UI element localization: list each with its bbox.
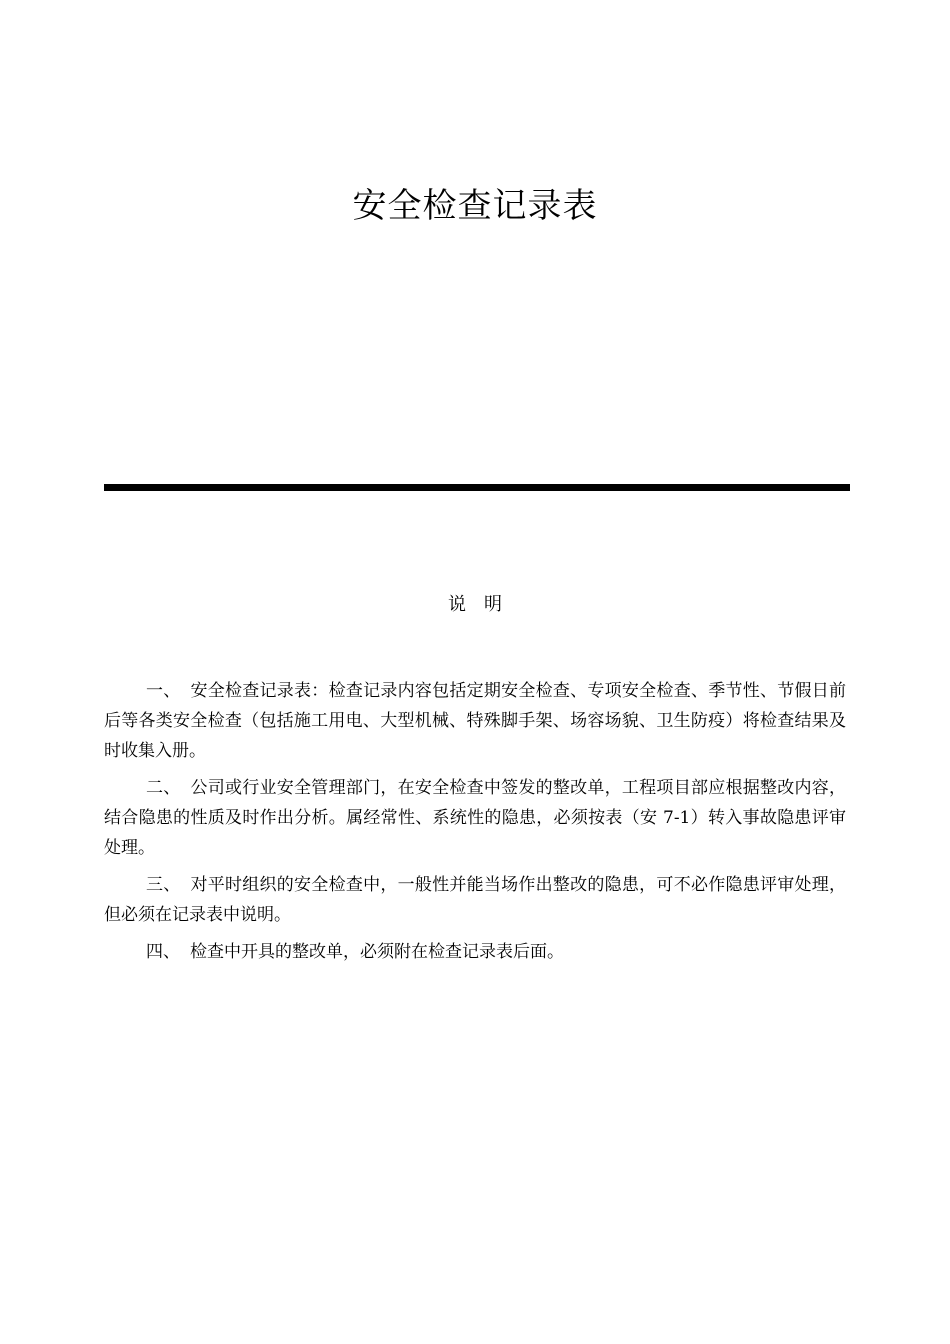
note-number: 三、 xyxy=(146,875,181,895)
note-text: 对平时组织的安全检查中，一般性并能当场作出整改的隐患，可不必作隐患评审处理，但必须在记录表中说明。 xyxy=(104,875,847,925)
note-text: 检查中开具的整改单，必须附在检查记录表后面。 xyxy=(190,942,564,962)
note-text: 公司或行业安全管理部门，在安全检查中签发的整改单，工程项目部应根据整改内容，结合隐患的性质及时作出分析。属经常性、系统性的隐患，必须按表（安 7-1）转入事故隐患评审处理。 xyxy=(104,778,847,858)
page-title: 安全检查记录表 xyxy=(352,186,598,226)
note-number: 二、 xyxy=(146,778,181,798)
note-item xyxy=(104,676,846,766)
note-number: 一、 xyxy=(146,681,181,701)
note-number: 四、 xyxy=(146,942,180,962)
notes-list xyxy=(104,676,846,974)
note-item xyxy=(104,870,846,930)
note-item xyxy=(104,937,846,967)
explanation-heading: 说明 xyxy=(448,594,520,615)
title-divider xyxy=(104,484,850,491)
note-text: 安全检查记录表：检查记录内容包括定期安全检查、专项安全检查、季节性、节假日前后等各类安全检查（包括施工用电、大型机械、特殊脚手架、场容场貌、卫生防疫）将检查结果及时收集入册。 xyxy=(104,681,847,761)
note-item xyxy=(104,773,846,863)
